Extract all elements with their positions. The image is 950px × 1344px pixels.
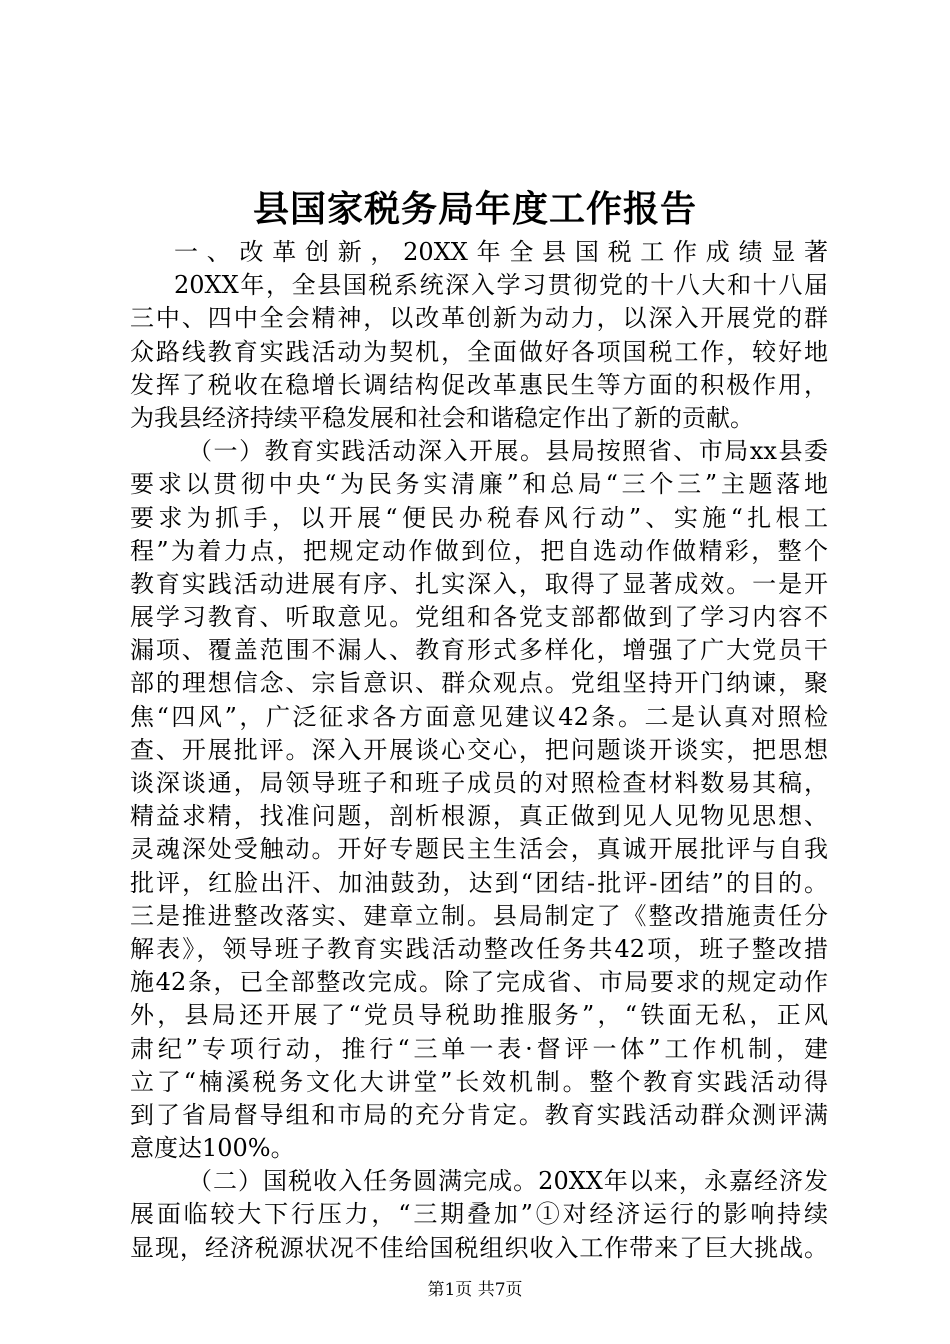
paragraph-line: 灵魂深处受触动。开好专题民主生活会，真诚开展批评与自我 [130,835,828,864]
paragraph-line: 部的理想信念、宗旨意识、群众观点。党组坚持开门纳谏，聚 [130,669,828,698]
paragraph-line: 精益求精，找准问题，剖析根源，真正做到见人见物见思想、 [130,802,828,831]
paragraph-line: 发挥了税收在稳增长调结构促改革惠民生等方面的积极作用， [130,370,828,399]
paragraph-line: 程”为着力点，把规定动作做到位，把自选动作做精彩，整个 [130,536,828,565]
paragraph-line: 批评，红脸出汗、加油鼓劲，达到“团结-批评-团结”的目的。 [130,868,828,897]
paragraph-line: 20XX年，全县国税系统深入学习贯彻党的十八大和十八届 [174,271,828,300]
paragraph-line: （二）国税收入任务圆满完成。20XX年以来，永嘉经济发 [188,1167,828,1196]
paragraph-line: 漏项、覆盖范围不漏人、教育形式多样化，增强了广大党员干 [130,636,828,665]
paragraph-line: 为我县经济持续平稳发展和社会和谐稳定作出了新的贡献。 [130,403,754,432]
page-number-footer: 第1页 共7页 [427,1280,523,1300]
paragraph-line: 展学习教育、听取意见。党组和各党支部都做到了学习内容不 [130,603,828,632]
paragraph-line: 要求为抓手，以开展“便民办税春风行动”、实施“扎根工 [130,503,828,532]
document-body [130,236,828,1265]
paragraph-line: 谈深谈通，局领导班子和班子成员的对照检查材料数易其稿， [130,769,828,797]
paragraph-line: 施42条，已全部整改完成。除了完成省、市局要求的规定动作 [130,968,828,997]
paragraph-line: （一）教育实践活动深入开展。县局按照省、市局xx县委 [188,437,828,466]
paragraph-line: 意度达100%。 [130,1134,295,1163]
paragraph-line: 立了“楠溪税务文化大讲堂”长效机制。整个教育实践活动得 [130,1067,828,1096]
paragraph-line: 要求以贯彻中央“为民务实清廉”和总局“三个三”主题落地 [130,470,828,499]
paragraph-line: 外，县局还开展了“党员导税助推服务”，“铁面无私，正风 [130,1001,828,1030]
paragraph-line: 显现，经济税源状况不佳给国税组织收入工作带来了巨大挑战。 [130,1233,828,1262]
paragraph-line: 解表》，领导班子教育实践活动整改任务共42项，班子整改措 [130,934,828,963]
paragraph-line: 焦“四风”，广泛征求各方面意见建议42条。二是认真对照检 [130,702,828,731]
paragraph-line: 肃纪”专项行动，推行“三单一表·督评一体”工作机制，建 [130,1034,828,1063]
paragraph-line: 查、开展批评。深入开展谈心交心，把问题谈开谈实，把思想 [130,735,828,764]
paragraph-line: 三中、四中全会精神，以改革创新为动力，以深入开展党的群 [130,304,828,333]
paragraph-line: 教育实践活动进展有序、扎实深入，取得了显著成效。一是开 [130,569,828,598]
section-heading: 一、改革创新，20XX年全县国税工作成绩显著 [174,238,828,266]
document-title: 县国家税务局年度工作报告 [252,188,697,230]
paragraph-line: 众路线教育实践活动为契机，全面做好各项国税工作，较好地 [130,337,828,366]
paragraph-line: 三是推进整改落实、建章立制。县局制定了《整改措施责任分 [130,901,828,930]
paragraph-line: 展面临较大下行压力，“三期叠加”①对经济运行的影响持续 [130,1200,828,1229]
paragraph-line: 到了省局督导组和市局的充分肯定。教育实践活动群众测评满 [130,1100,828,1129]
